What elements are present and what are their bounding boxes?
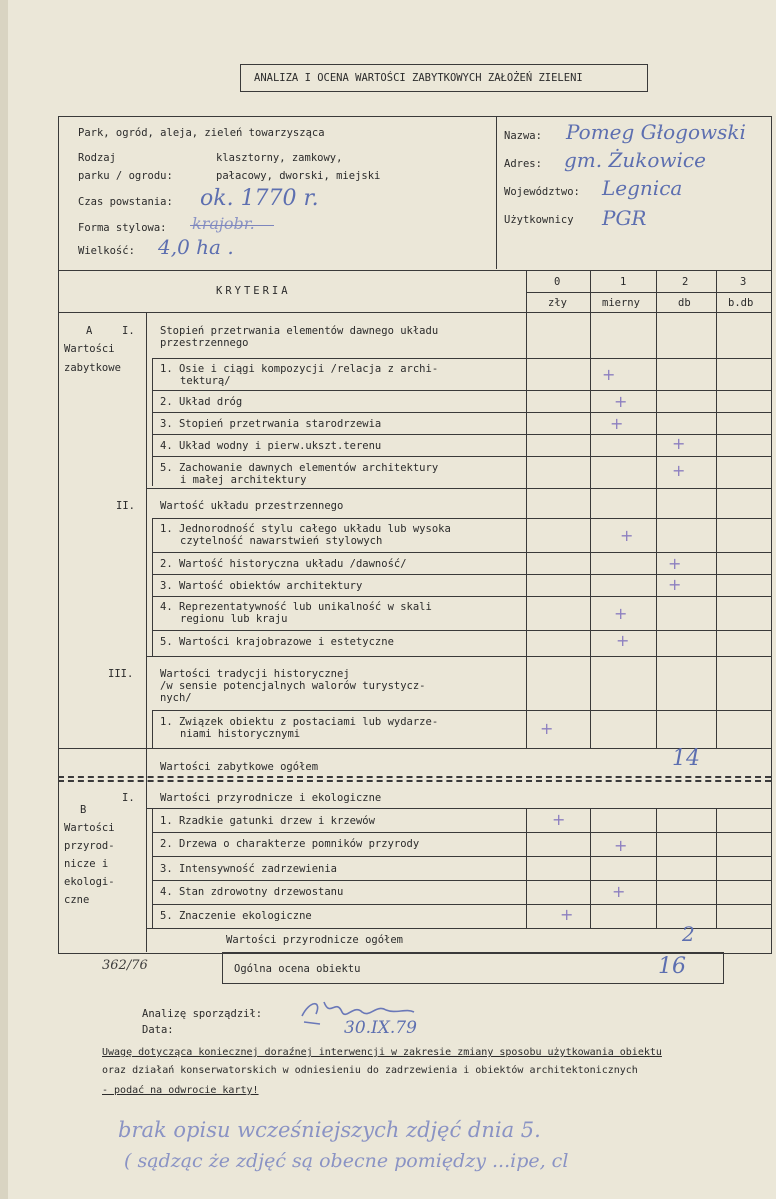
uzytkownik-label: Użytkownicy <box>504 214 574 226</box>
plus-mark: + <box>602 365 616 384</box>
a-total-label: Wartości zabytkowe ogółem <box>160 761 319 773</box>
a2-item-3: 3. Wartość obiektów architektury <box>160 580 363 592</box>
section-a-roman: I. <box>122 325 135 337</box>
row-line <box>152 358 771 359</box>
a3-title-3: nych/ <box>160 692 192 704</box>
plus-mark: + <box>668 575 682 594</box>
score-col-0 <box>526 270 527 748</box>
section-b-letter: B <box>80 804 87 816</box>
b-score-col-1 <box>590 808 591 928</box>
a2-item-4-l1: 4. Reprezentatywność lub unikalność w skali <box>160 601 432 613</box>
date-value: 30.IX.79 <box>344 1018 417 1038</box>
criteria-bottom-line <box>58 312 771 313</box>
wielkosc-label: Wielkość: <box>78 245 135 257</box>
header-divider <box>496 117 497 269</box>
a1-item-5-l2: i małej architektury <box>180 474 307 486</box>
nazwa-label: Nazwa: <box>504 130 542 142</box>
b-item-3: 3. Intensywność zadrzewienia <box>160 863 338 875</box>
a1-item-3: 3. Stopień przetrwania starodrzewia <box>160 418 382 430</box>
plus-mark: + <box>614 392 628 411</box>
overall-value: 16 <box>658 954 686 979</box>
a2-item-2: 2. Wartość historyczna układu /dawność/ <box>160 558 407 570</box>
wojewodztwo-value: Legnica <box>602 176 683 200</box>
score-1-label: mierny <box>602 297 640 309</box>
score-1-num: 1 <box>620 276 627 288</box>
a2-roman: II. <box>116 500 135 512</box>
handwritten-note-2: ( sądząc że zdjęć są obecne pomiędzy ...ipe, cl <box>124 1150 569 1172</box>
rodzaj-values: klasztorny, zamkowy, <box>216 152 343 164</box>
forma-label: Forma stylowa: <box>78 222 167 234</box>
b-item-1: 1. Rzadkie gatunki drzew i krzewów <box>160 815 375 827</box>
czas-label: Czas powstania: <box>78 196 173 208</box>
plus-mark: + <box>616 631 630 650</box>
row-line <box>152 904 771 905</box>
a1-title-2: przestrzennego <box>160 337 249 349</box>
note-line-2: oraz działań konserwatorskich w odniesieniu do zadrzewienia i obiektów architektonicznych <box>102 1065 638 1076</box>
section-a-name-1: Wartości <box>64 343 115 355</box>
wielkosc-value: 4,0 ha . <box>158 235 234 259</box>
a1-item-5-l1: 5. Zachowanie dawnych elementów architektury <box>160 462 439 474</box>
a2-item-4-l2: regionu lub kraju <box>180 613 288 625</box>
score-0-num: 0 <box>554 276 561 288</box>
section-b-name-4: ekologi- <box>64 876 115 888</box>
plus-mark: + <box>614 836 628 855</box>
prepared-label: Analizę sporządził: <box>142 1008 263 1020</box>
plus-mark: + <box>672 434 686 453</box>
a1-item-2: 2. Układ dróg <box>160 396 243 408</box>
b-item-2: 2. Drzewa o charakterze pomników przyrody <box>160 838 420 850</box>
rodzaj-label: Rodzaj <box>78 152 116 164</box>
uzytkownik-value: PGR <box>602 206 647 230</box>
score-3-label: b.db <box>728 297 754 309</box>
section-b-name-2: przyrod- <box>64 840 115 852</box>
plus-mark: + <box>612 882 626 901</box>
nazwa-value: Pomeg Głogowski <box>566 120 746 144</box>
b-total-label: Wartości przyrodnicze ogółem <box>226 934 404 946</box>
score-col-1 <box>590 270 591 748</box>
forma-value: krajobr. <box>192 214 255 233</box>
b-title: Wartości przyrodnicze i ekologiczne <box>160 792 382 804</box>
plus-mark: + <box>540 719 554 738</box>
row-line <box>152 552 771 553</box>
parku-label: parku / ogrodu: <box>78 170 173 182</box>
row-line <box>152 456 771 457</box>
score-col-2 <box>656 270 657 748</box>
score-2-label: db <box>678 297 691 309</box>
plus-mark: + <box>614 604 628 623</box>
a3-roman: III. <box>108 668 134 680</box>
b-score-col-0 <box>526 808 527 928</box>
plus-mark: + <box>552 810 566 829</box>
form-title: ANALIZA I OCENA WARTOŚCI ZABYTKOWYCH ZAŁOŻEŃ ZIELENI <box>254 72 583 84</box>
wojewodztwo-label: Województwo: <box>504 186 580 198</box>
section-a-letter: A <box>86 325 93 337</box>
b-total-value: 2 <box>682 922 695 946</box>
a2-title: Wartość układu przestrzennego <box>160 500 344 512</box>
czas-value: ok. 1770 r. <box>200 186 319 211</box>
section-b-roman: I. <box>122 792 135 804</box>
criteria-top-line <box>58 270 771 271</box>
row-line <box>152 832 771 833</box>
plus-mark: + <box>620 526 634 545</box>
row-line <box>146 656 771 657</box>
a1-item-1-l2: tekturą/ <box>180 375 231 387</box>
parku-values: pałacowy, dworski, miejski <box>216 170 381 182</box>
a1-item-4: 4. Układ wodny i pierw.ukszt.terenu <box>160 440 382 452</box>
page-edge <box>0 0 8 1199</box>
item-box-left <box>152 710 153 748</box>
row-line <box>146 928 771 929</box>
section-divider <box>146 312 147 952</box>
a-total-dashed-2 <box>58 780 771 782</box>
row-line <box>152 710 771 711</box>
a1-item-1-l1: 1. Osie i ciągi kompozycji /relacja z archi- <box>160 363 439 375</box>
adres-label: Adres: <box>504 158 542 170</box>
side-note: 362/76 <box>102 958 148 973</box>
b-score-col-3 <box>716 808 717 928</box>
item-box-left <box>152 518 153 656</box>
a2-item-1-l1: 1. Jednorodność stylu całego układu lub wysoka <box>160 523 451 535</box>
score-3-num: 3 <box>740 276 747 288</box>
b-item-4: 4. Stan zdrowotny drzewostanu <box>160 886 344 898</box>
item-box-left <box>152 358 153 486</box>
plus-mark: + <box>672 461 686 480</box>
park-type-line: Park, ogród, aleja, zieleń towarzysząca <box>78 127 325 139</box>
row-line <box>146 488 771 489</box>
row-line <box>152 390 771 391</box>
score-0-label: zły <box>548 297 567 309</box>
a2-item-5: 5. Wartości krajobrazowe i estetyczne <box>160 636 394 648</box>
b-item-5: 5. Znaczenie ekologiczne <box>160 910 312 922</box>
date-label: Data: <box>142 1024 174 1036</box>
criteria-label: KRYTERIA <box>216 285 291 297</box>
row-line <box>152 412 771 413</box>
b-score-col-2 <box>656 808 657 928</box>
section-b-name-1: Wartości <box>64 822 115 834</box>
note-line-1: Uwagę dotycząca koniecznej doraźnej interwencji w zakresie zmiany sposobu użytkowania obiektu <box>102 1047 662 1058</box>
row-line <box>58 748 771 749</box>
plus-mark: + <box>668 554 682 573</box>
note-line-3: - podać na odwrocie karty! <box>102 1085 259 1096</box>
score-col-3 <box>716 270 717 748</box>
row-line <box>152 856 771 857</box>
a3-item-1-l1: 1. Związek obiektu z postaciami lub wydarze- <box>160 716 439 728</box>
row-line <box>146 808 771 809</box>
adres-value: gm. Żukowice <box>564 148 706 172</box>
score-mid-line <box>526 292 771 293</box>
handwritten-note-1: brak opisu wcześniejszych zdjęć dnia 5. <box>118 1118 541 1142</box>
section-a-name-2: zabytkowe <box>64 362 121 374</box>
a2-item-1-l2: czytelność nawarstwień stylowych <box>180 535 383 547</box>
plus-mark: + <box>610 414 624 433</box>
overall-label: Ogólna ocena obiektu <box>234 963 361 975</box>
a3-title-2: /w sensie potencjalnych walorów turystycz- <box>160 680 426 692</box>
a1-title-1: Stopień przetrwania elementów dawnego układu <box>160 325 439 337</box>
score-2-num: 2 <box>682 276 689 288</box>
row-line <box>152 596 771 597</box>
row-line <box>152 518 771 519</box>
row-line <box>152 630 771 631</box>
row-line <box>152 880 771 881</box>
a-total-value: 14 <box>672 746 700 771</box>
forma-strikeout <box>190 225 274 226</box>
a-total-dashed-1 <box>58 776 771 778</box>
section-b-name-3: nicze i <box>64 858 109 870</box>
plus-mark: + <box>560 905 574 924</box>
a3-item-1-l2: niami historycznymi <box>180 728 301 740</box>
section-b-name-5: czne <box>64 894 90 906</box>
a3-title-1: Wartości tradycji historycznej <box>160 668 350 680</box>
item-box-left <box>152 808 153 928</box>
